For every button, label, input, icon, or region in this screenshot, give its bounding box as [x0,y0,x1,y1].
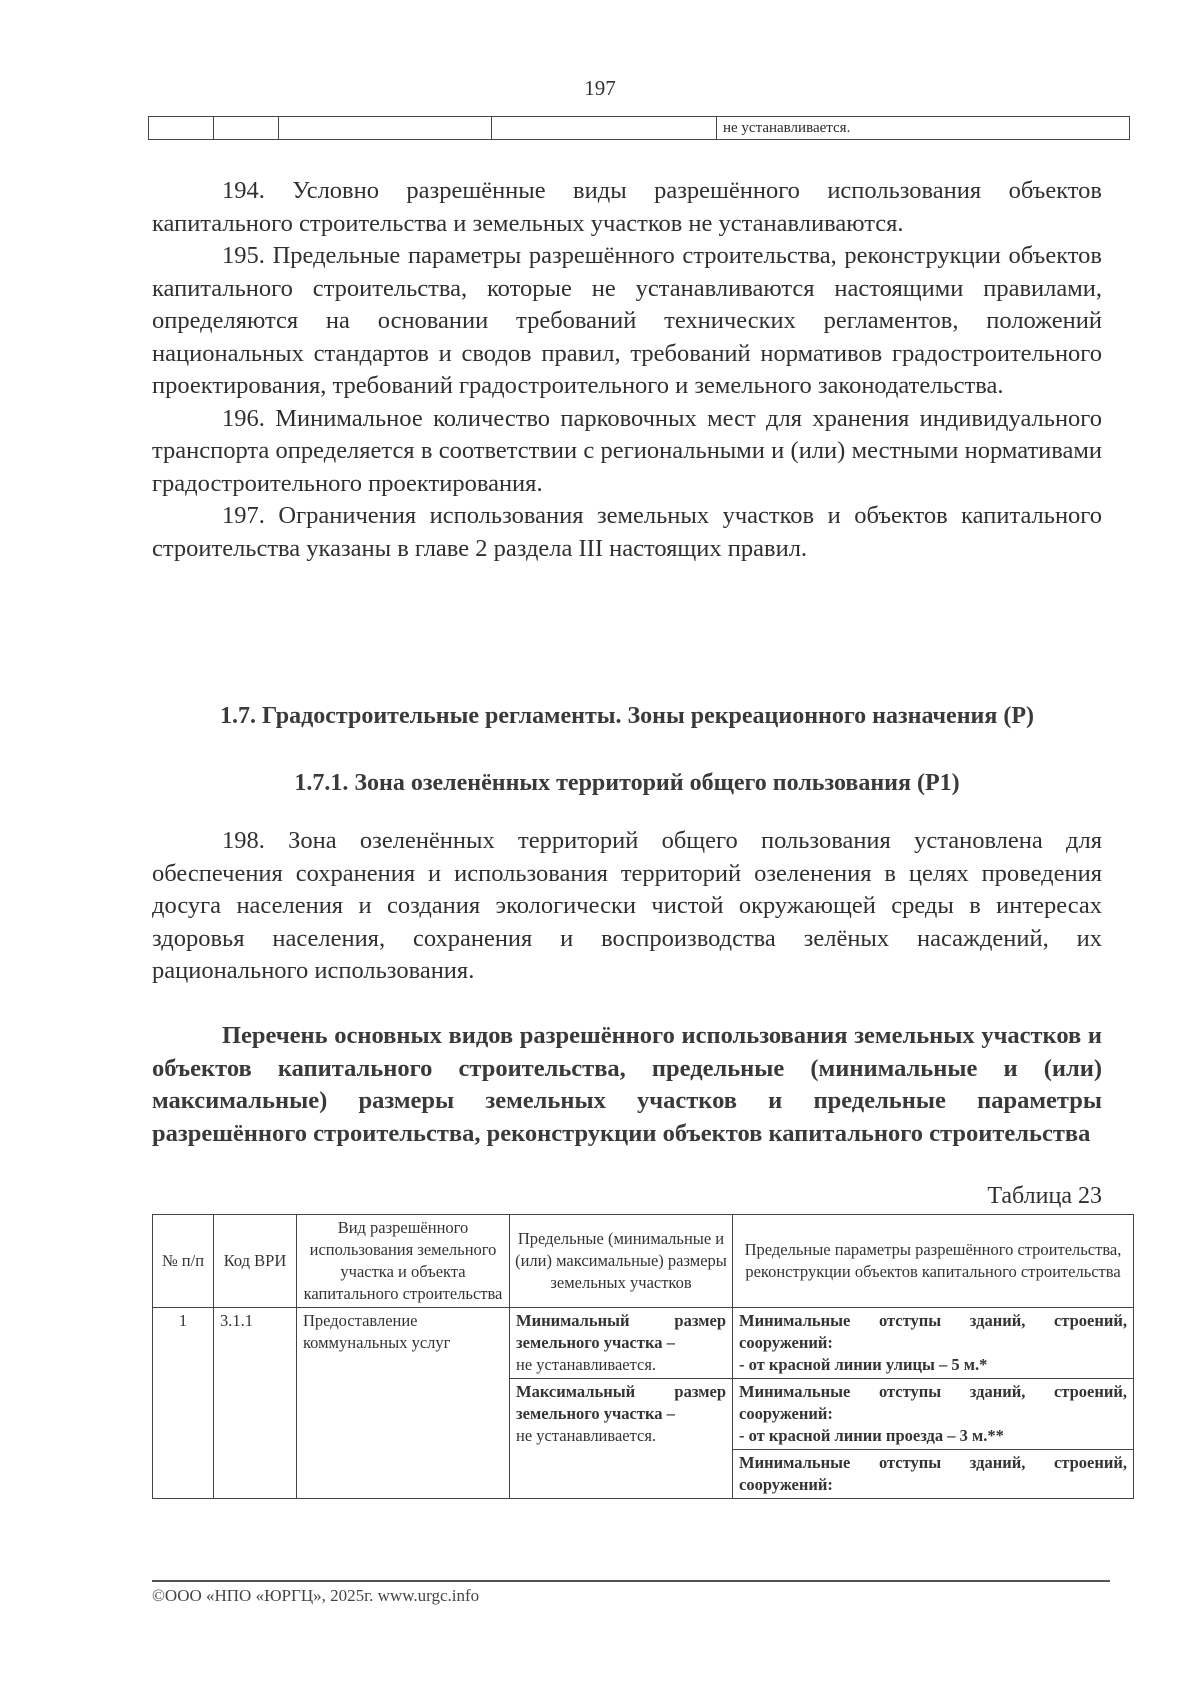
cell-code: 3.1.1 [214,1308,297,1499]
cell-size-max [510,1379,733,1499]
table-row [153,1308,1134,1379]
cell-size-min [510,1308,733,1379]
header-kind: Вид разрешённого использования земельного участка и объекта капитального строительства [297,1215,510,1308]
header-number: № п/п [153,1215,214,1308]
param-1-title: Минимальные отступы зданий, строений, сооружений: [739,1311,1127,1352]
footer-divider [152,1580,1110,1582]
page-number: 197 [584,76,616,100]
header-code: Код ВРИ [214,1215,297,1308]
param-2-title: Минимальные отступы зданий, строений, сооружений: [739,1382,1127,1423]
header-parameters: Предельные параметры разрешённого строительства, реконструкции объектов капитального строительства [733,1215,1134,1308]
table-cell [279,117,492,140]
cell-param-3 [733,1450,1134,1499]
body-paragraph-198-block [152,825,1102,988]
size-min-label: Минимальный размер земельного участка – [516,1311,726,1352]
size-min-value: не устанавливается. [516,1355,657,1374]
body-paragraphs [152,175,1102,565]
table-header-row [153,1215,1134,1308]
cell-param-2 [733,1379,1134,1450]
subsection-heading: 1.7.1. Зона озеленённых территорий общего пользования (Р1) [294,770,960,796]
paragraph-197: 197. Ограничения использования земельных участков и объектов капитального строительства указаны в главе 2 раздела III настоящих правил. [152,502,1102,562]
size-max-value: не устанавливается. [516,1426,657,1445]
size-max-label: Максимальный размер земельного участка – [516,1382,726,1423]
paragraph-195: 195. Предельные параметры разрешённого строительства, реконструкции объектов капитального строительства, которые не устанавливаются настоящими правилами, определяются на основании требований технических регламентов, положений национальных стандартов и сводов правил, требований нормативов градостроительного проектирования, требований градостроительного и земельного законодательства. [152,242,1102,399]
table-label: Таблица 23 [987,1183,1102,1209]
table-cell [149,117,214,140]
paragraph-194: 194. Условно разрешённые виды разрешённого использования объектов капитального строительства и земельных участков не устанавливаются. [152,177,1102,237]
footer-copyright: ©ООО «НПО «ЮРГЦ», 2025г. www.urgc.info [152,1586,480,1605]
cell-param-1 [733,1308,1134,1379]
param-1-value: - от красной линии улицы – 5 м.* [739,1355,988,1374]
param-2-value: - от красной линии проезда – 3 м.** [739,1426,1004,1445]
regulations-table [152,1214,1134,1499]
param-3-title: Минимальные отступы зданий, строений, сооружений: [739,1453,1127,1494]
cell-number: 1 [153,1308,214,1499]
list-title: Перечень основных видов разрешённого использования земельных участков и объектов капитального строительства, предельные (минимальные и (или) максимальные) размеры земельных участков и предельные параметры разрешённого строительства, реконструкции объектов капитального строительства [152,1022,1102,1147]
paragraph-198: 198. Зона озеленённых территорий общего пользования установлена для обеспечения сохранения и использования территорий озеленения в целях проведения досуга населения и создания экологически чистой окружающей среды в интересах здоровья населения, сохранения и воспроизводства зелёных насаждений, их рационального использования. [152,827,1102,984]
table-cell [214,117,279,140]
paragraph-196: 196. Минимальное количество парковочных мест для хранения индивидуального транспорта определяется в соответствии с региональными и (или) местными нормативами градостроительного проектирования. [152,404,1102,497]
table-cell-last: не устанавливается. [717,117,1130,140]
header-sizes: Предельные (минимальные и (или) максимальные) размеры земельных участков [510,1215,733,1308]
cell-kind: Предоставление коммунальных услуг [297,1308,510,1499]
continued-table-fragment [148,116,1130,140]
table-cell [492,117,717,140]
section-heading: 1.7. Градостроительные регламенты. Зоны рекреационного назначения (Р) [220,703,1034,729]
